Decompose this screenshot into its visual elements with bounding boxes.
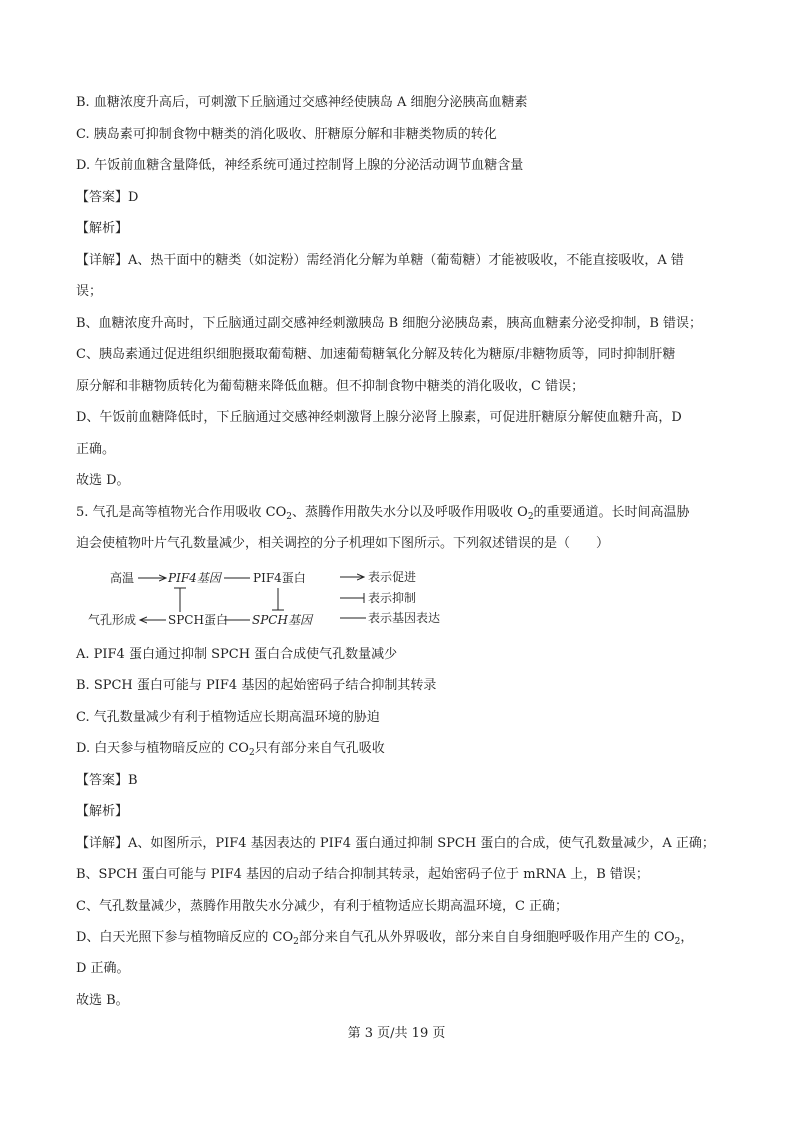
q4-option-b: B. 血糖浓度升高后，可刺激下丘脑通过交感神经使胰岛 A 细胞分泌胰高血糖素	[76, 95, 528, 110]
q4-detail-d-cont: 正确。	[76, 442, 116, 457]
q4-detail-b: B、血糖浓度升高时，下丘脑通过副交感神经刺激胰岛 B 细胞分泌胰岛素，胰高血糖素分泌受抑制，B 错误；	[76, 316, 703, 331]
q5-option-c: C. 气孔数量减少有利于植物适应长期高温环境的胁迫	[76, 710, 380, 725]
q5-stem-text: 的重要通道。长时间高温胁	[533, 505, 690, 520]
legend-inhibit-label: 表示抑制	[368, 591, 417, 605]
q5-detail-b: B、SPCH 蛋白可能与 PIF4 基因的启动子结合抑制其转录，起始密码子位于 mRNA 上，B 错误；	[76, 867, 649, 882]
q5-detail-a: 【详解】A、如图所示，PIF4 基因表达的 PIF4 蛋白通过抑制 SPCH 蛋白的合成，使气孔数量减少，A 正确；	[76, 836, 715, 851]
page-number-footer: 第 3 页/共 19 页	[347, 1026, 446, 1041]
q4-option-d: D. 午饭前血糖含量降低，神经系统可通过控制肾上腺的分泌活动调节血糖含量	[76, 158, 524, 173]
q4-detail-c-cont: 原分解和非糖物质转化为葡萄糖来降低血糖。但不抑制食物中糖类的消化吸收，C 错误；	[76, 379, 585, 394]
q5-stem-line1	[76, 503, 690, 527]
subscript: 2	[527, 512, 534, 522]
q5-option-d-text: 只有部分来自气孔吸收	[254, 741, 385, 756]
q5-option-a: A. PIF4 蛋白通过抑制 SPCH 蛋白合成使气孔数量减少	[76, 647, 398, 662]
q4-answer: 【答案】D	[76, 190, 139, 205]
q5-detail-d	[76, 928, 693, 952]
node-pif4-protein: PIF4蛋白	[253, 571, 306, 585]
q4-detail-a: 【详解】A、热干面中的糖类（如淀粉）需经消化分解为单糖（葡萄糖）才能被吸收，不能直接吸收，A 错	[76, 253, 684, 268]
q4-analysis-label: 【解析】	[76, 221, 129, 236]
q5-detail-c: C、气孔数量减少，蒸腾作用散失水分减少，有利于植物适应长期高温环境，C 正确；	[76, 899, 569, 914]
q5-stem-text: 、蒸腾作用散失水分以及呼吸作用吸收 O	[292, 505, 528, 520]
node-spch-gene: SPCH基因	[252, 613, 312, 627]
q5-detail-d-text: 部分来自气孔从外界吸收，部分来自自身细胞呼吸作用产生的 CO	[298, 930, 675, 945]
node-stomata-formation: 气孔形成	[88, 613, 137, 627]
subscript: 2	[248, 748, 255, 758]
q4-choose: 故选 D。	[76, 473, 130, 488]
q5-analysis-label: 【解析】	[76, 804, 129, 819]
q5-detail-d-text: ，	[680, 930, 694, 945]
subscript: 2	[293, 937, 299, 947]
q5-stem-line2: 迫会使植物叶片气孔数量减少，相关调控的分子机理如下图所示。下列叙述错误的是（ ）	[76, 536, 610, 551]
q4-detail-c: C、胰岛素通过促进组织细胞摄取葡萄糖、加速葡萄糖氧化分解及转化为糖原/非糖物质等，同时抑制肝糖	[76, 347, 676, 362]
q5-option-d	[76, 739, 385, 763]
q5-stem-text: 5. 气孔是高等植物光合作用吸收 CO	[76, 505, 287, 520]
molecular-mechanism-diagram	[88, 566, 460, 630]
node-pif4-gene: PIF4基因	[168, 571, 221, 585]
subscript: 2	[286, 512, 293, 522]
q4-detail-d: D、午饭前血糖降低时，下丘脑通过交感神经刺激肾上腺分泌肾上腺素，可促进肝糖原分解使血糖升高，D	[76, 410, 682, 425]
legend-express-label: 表示基因表达	[368, 611, 441, 625]
node-high-temp: 高温	[110, 571, 135, 585]
q5-detail-d-text: D、白天光照下参与植物暗反应的 CO	[76, 930, 294, 945]
legend-promote-label: 表示促进	[368, 570, 417, 584]
subscript: 2	[674, 937, 681, 947]
q5-choose: 故选 B。	[76, 993, 129, 1008]
q5-option-d-text: D. 白天参与植物暗反应的 CO	[76, 741, 249, 756]
q5-answer: 【答案】B	[76, 773, 138, 788]
node-spch-protein: SPCH蛋白	[168, 613, 228, 627]
q4-option-c: C. 胰岛素可抑制食物中糖类的消化吸收、肝糖原分解和非糖类物质的转化	[76, 127, 497, 142]
q5-option-b: B. SPCH 蛋白可能与 PIF4 基因的起始密码子结合抑制其转录	[76, 678, 437, 693]
q5-detail-d-cont: D 正确。	[76, 961, 130, 976]
q4-detail-a-cont: 误；	[76, 284, 103, 299]
